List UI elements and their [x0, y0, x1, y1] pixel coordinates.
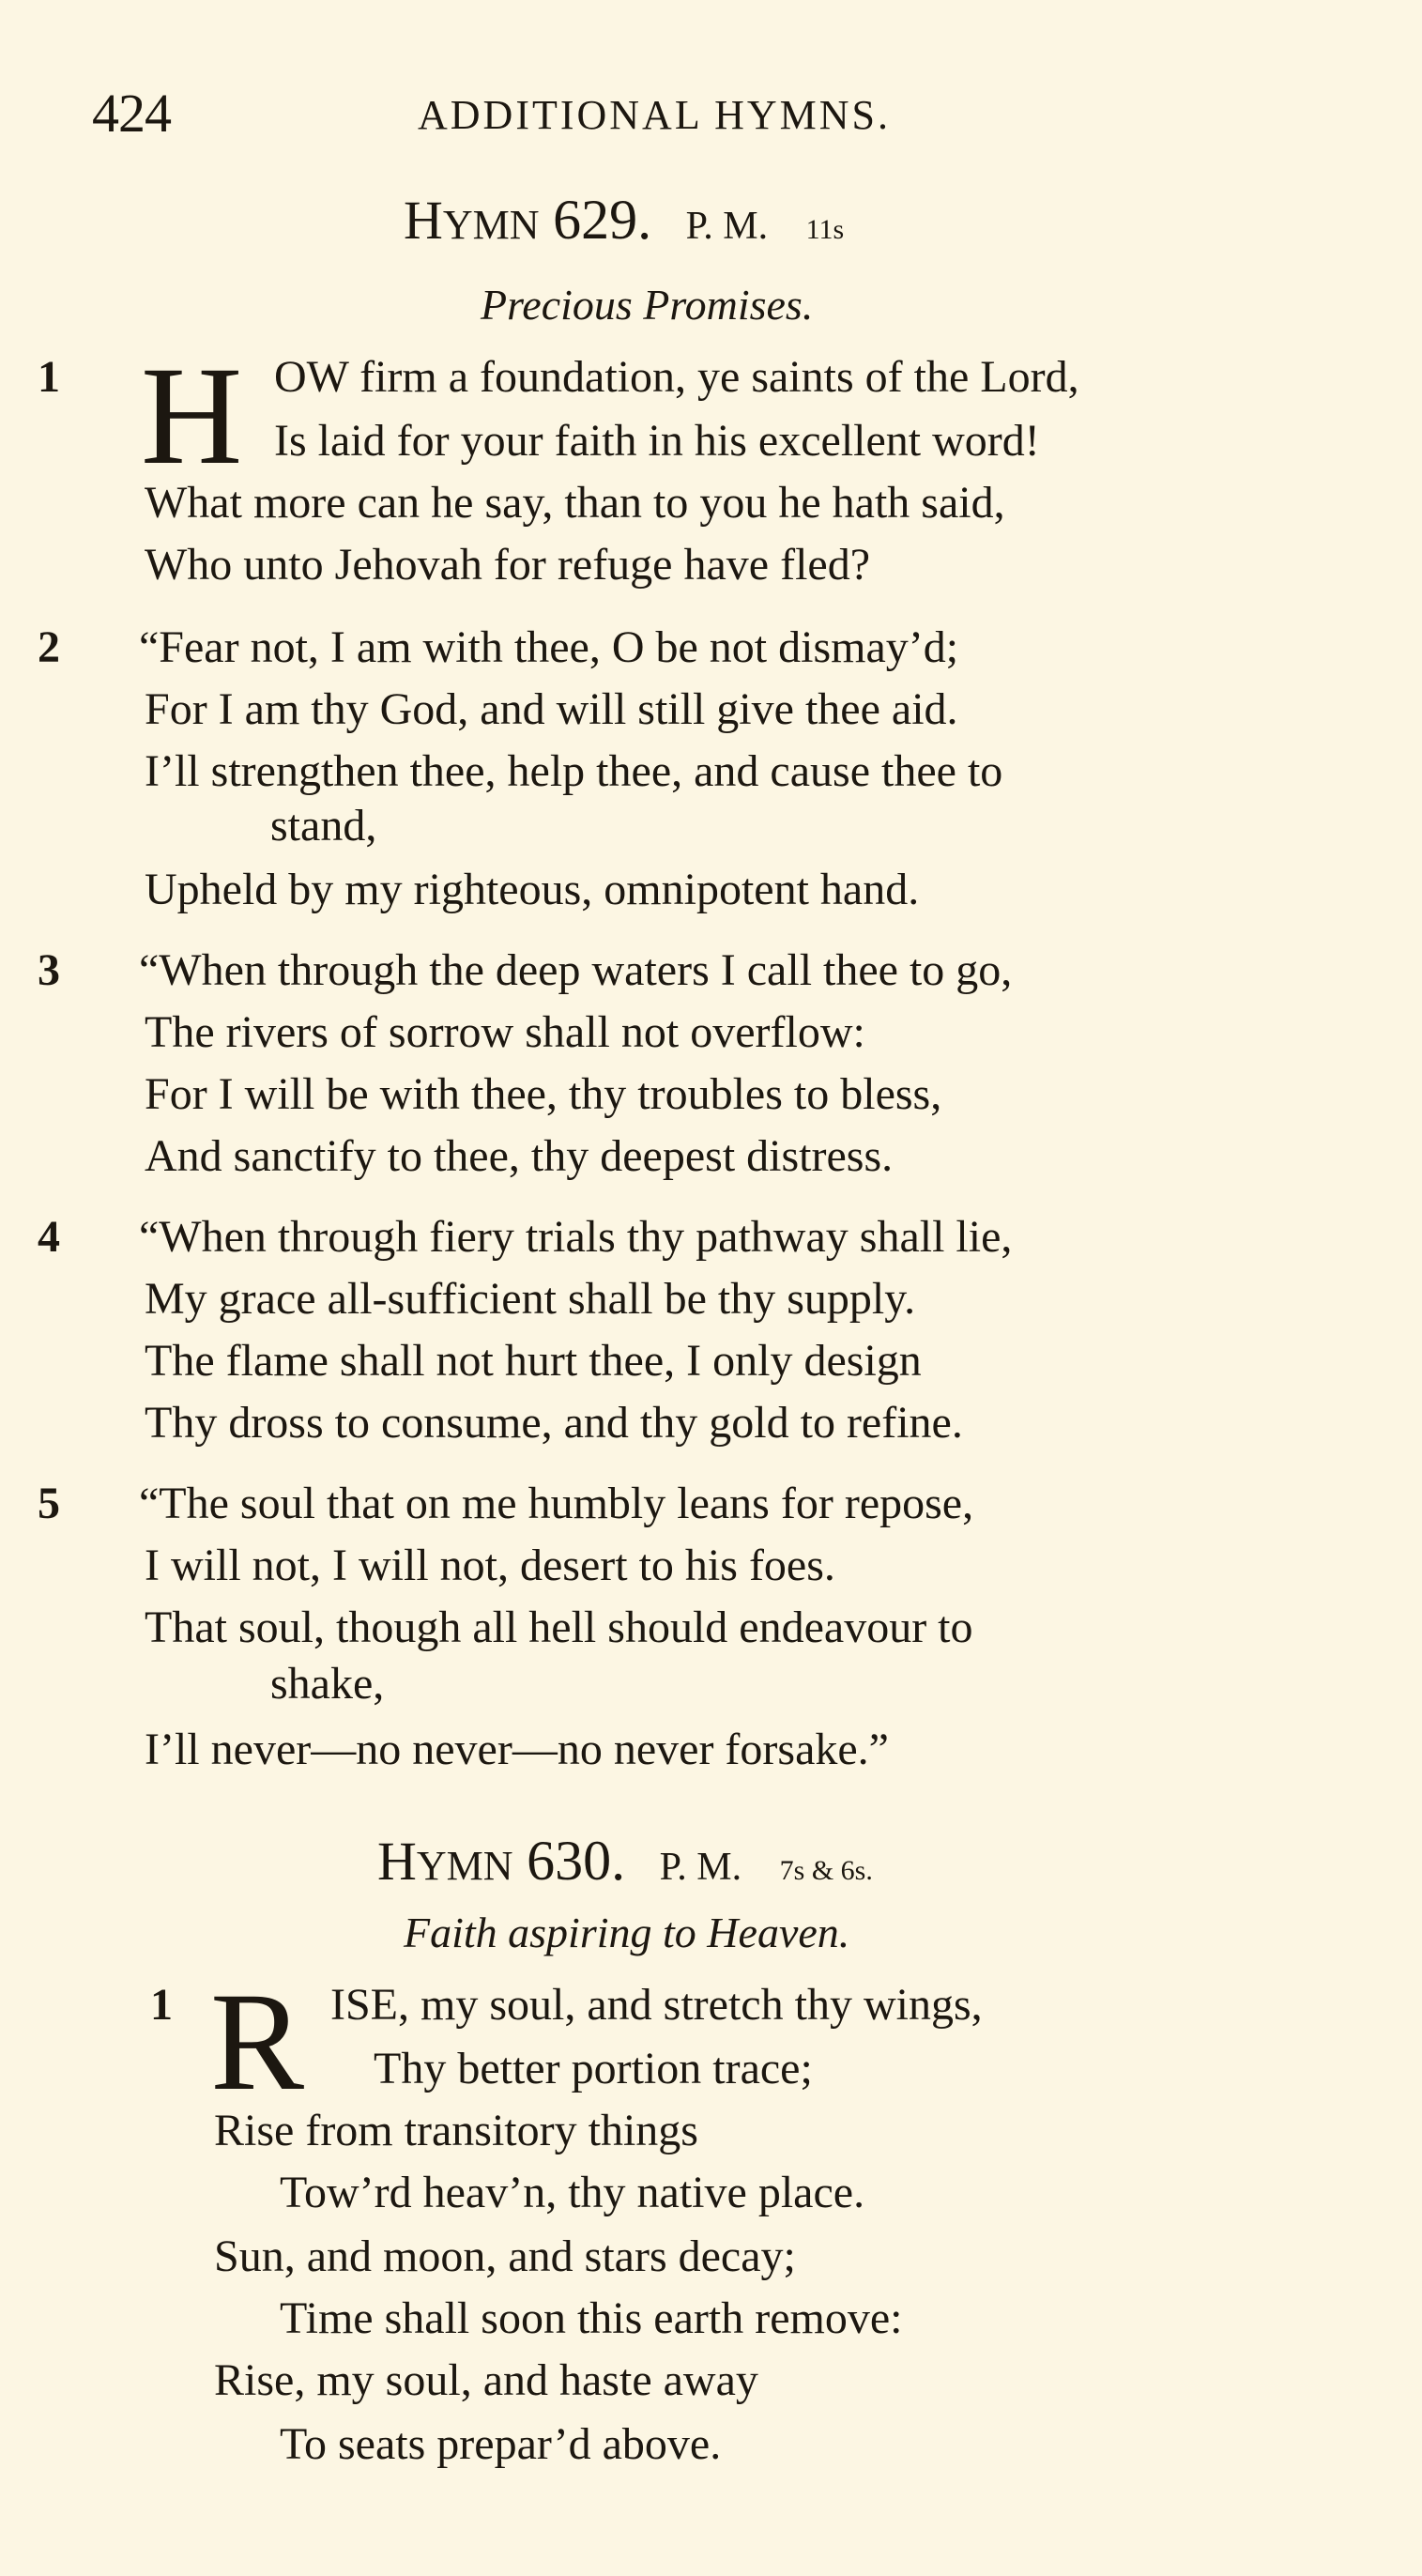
- hymn-629-title-rest: YMN: [442, 202, 540, 248]
- hymn-line: To seats prepar’d above.: [280, 2419, 722, 2469]
- verse-number: 3: [38, 945, 60, 995]
- verse-number: 2: [38, 622, 60, 672]
- hymn-line: shake,: [270, 1659, 385, 1709]
- hymn-line: “When through the deep waters I call thee to go,: [139, 945, 1013, 995]
- hymn-630-subtitle: Faith aspiring to Heaven.: [404, 1909, 850, 1956]
- hymn-line: Time shall soon this earth remove:: [280, 2293, 903, 2343]
- hymn-629-number: 629.: [553, 189, 652, 251]
- hymn-line: The flame shall not hurt thee, I only design: [145, 1336, 922, 1386]
- hymn-line: I will not, I will not, desert to his foes.: [145, 1541, 835, 1590]
- hymn-line: I’ll never—no never—no never forsake.”: [145, 1725, 889, 1774]
- hymn-line: Rise, my soul, and haste away: [214, 2355, 758, 2405]
- hymn-line: Who unto Jehovah for refuge have fled?: [145, 540, 871, 590]
- verse-number: 5: [38, 1479, 60, 1528]
- hymn-629-title: [404, 189, 845, 251]
- drop-cap: H: [141, 338, 243, 494]
- hymn-line: Rise from transitory things: [214, 2106, 698, 2155]
- hymn-630-title-rest: YMN: [416, 1843, 513, 1889]
- hymn-line: And sanctify to thee, thy deepest distress.: [145, 1131, 894, 1181]
- hymn-629-subtitle: Precious Promises.: [481, 281, 814, 329]
- hymn-630-number: 630.: [527, 1830, 626, 1892]
- hymn-line: “Fear not, I am with thee, O be not dismay’d;: [139, 622, 959, 672]
- hymn-line: For I will be with thee, thy troubles to bless,: [145, 1069, 942, 1119]
- verse-number: 1: [150, 1980, 173, 2030]
- hymn-line: Tow’rd heav’n, thy native place.: [280, 2168, 865, 2217]
- hymn-line: Thy better portion trace;: [374, 2044, 813, 2093]
- hymn-630-meter: 7s & 6s.: [779, 1855, 873, 1886]
- page-number: 424: [92, 83, 171, 144]
- hymn-line: For I am thy God, and will still give thee aid.: [145, 684, 958, 734]
- hymn-line: ISE, my soul, and stretch thy wings,: [330, 1980, 983, 2030]
- hymn-line: That soul, though all hell should endeavour to: [145, 1602, 973, 1652]
- verse-number: 4: [38, 1212, 60, 1262]
- hymn-line: “When through fiery trials thy pathway shall lie,: [139, 1212, 1013, 1262]
- hymn-line: Sun, and moon, and stars decay;: [214, 2231, 796, 2281]
- hymn-line: What more can he say, than to you he hath said,: [145, 478, 1005, 528]
- hymn-line: “The soul that on me humbly leans for repose,: [139, 1479, 974, 1528]
- hymn-line: OW firm a foundation, ye saints of the Lord,: [274, 352, 1079, 402]
- drop-cap: R: [210, 1964, 305, 2120]
- hymn-line: I’ll strengthen thee, help thee, and cause thee to: [145, 746, 1003, 796]
- running-title: ADDITIONAL HYMNS.: [418, 92, 891, 138]
- hymn-630-title-initial: H: [377, 1831, 417, 1892]
- hymn-629-title-initial: H: [404, 190, 443, 251]
- hymn-line: Is laid for your faith in his excellent word!: [274, 416, 1040, 466]
- hymn-630-title: [377, 1830, 873, 1892]
- hymn-629-meter: 11s: [805, 214, 845, 245]
- hymn-line: The rivers of sorrow shall not overflow:: [145, 1007, 865, 1057]
- hymn-line: Thy dross to consume, and thy gold to refine.: [145, 1398, 963, 1448]
- hymn-line: My grace all-sufficient shall be thy supply.: [145, 1274, 916, 1324]
- hymn-629-meter-label: P. M.: [685, 205, 769, 248]
- verse-number: 1: [38, 352, 60, 402]
- hymn-630-meter-label: P. M.: [659, 1846, 742, 1889]
- hymn-line: stand,: [270, 801, 377, 851]
- hymn-line: Upheld by my righteous, omnipotent hand.: [145, 865, 920, 914]
